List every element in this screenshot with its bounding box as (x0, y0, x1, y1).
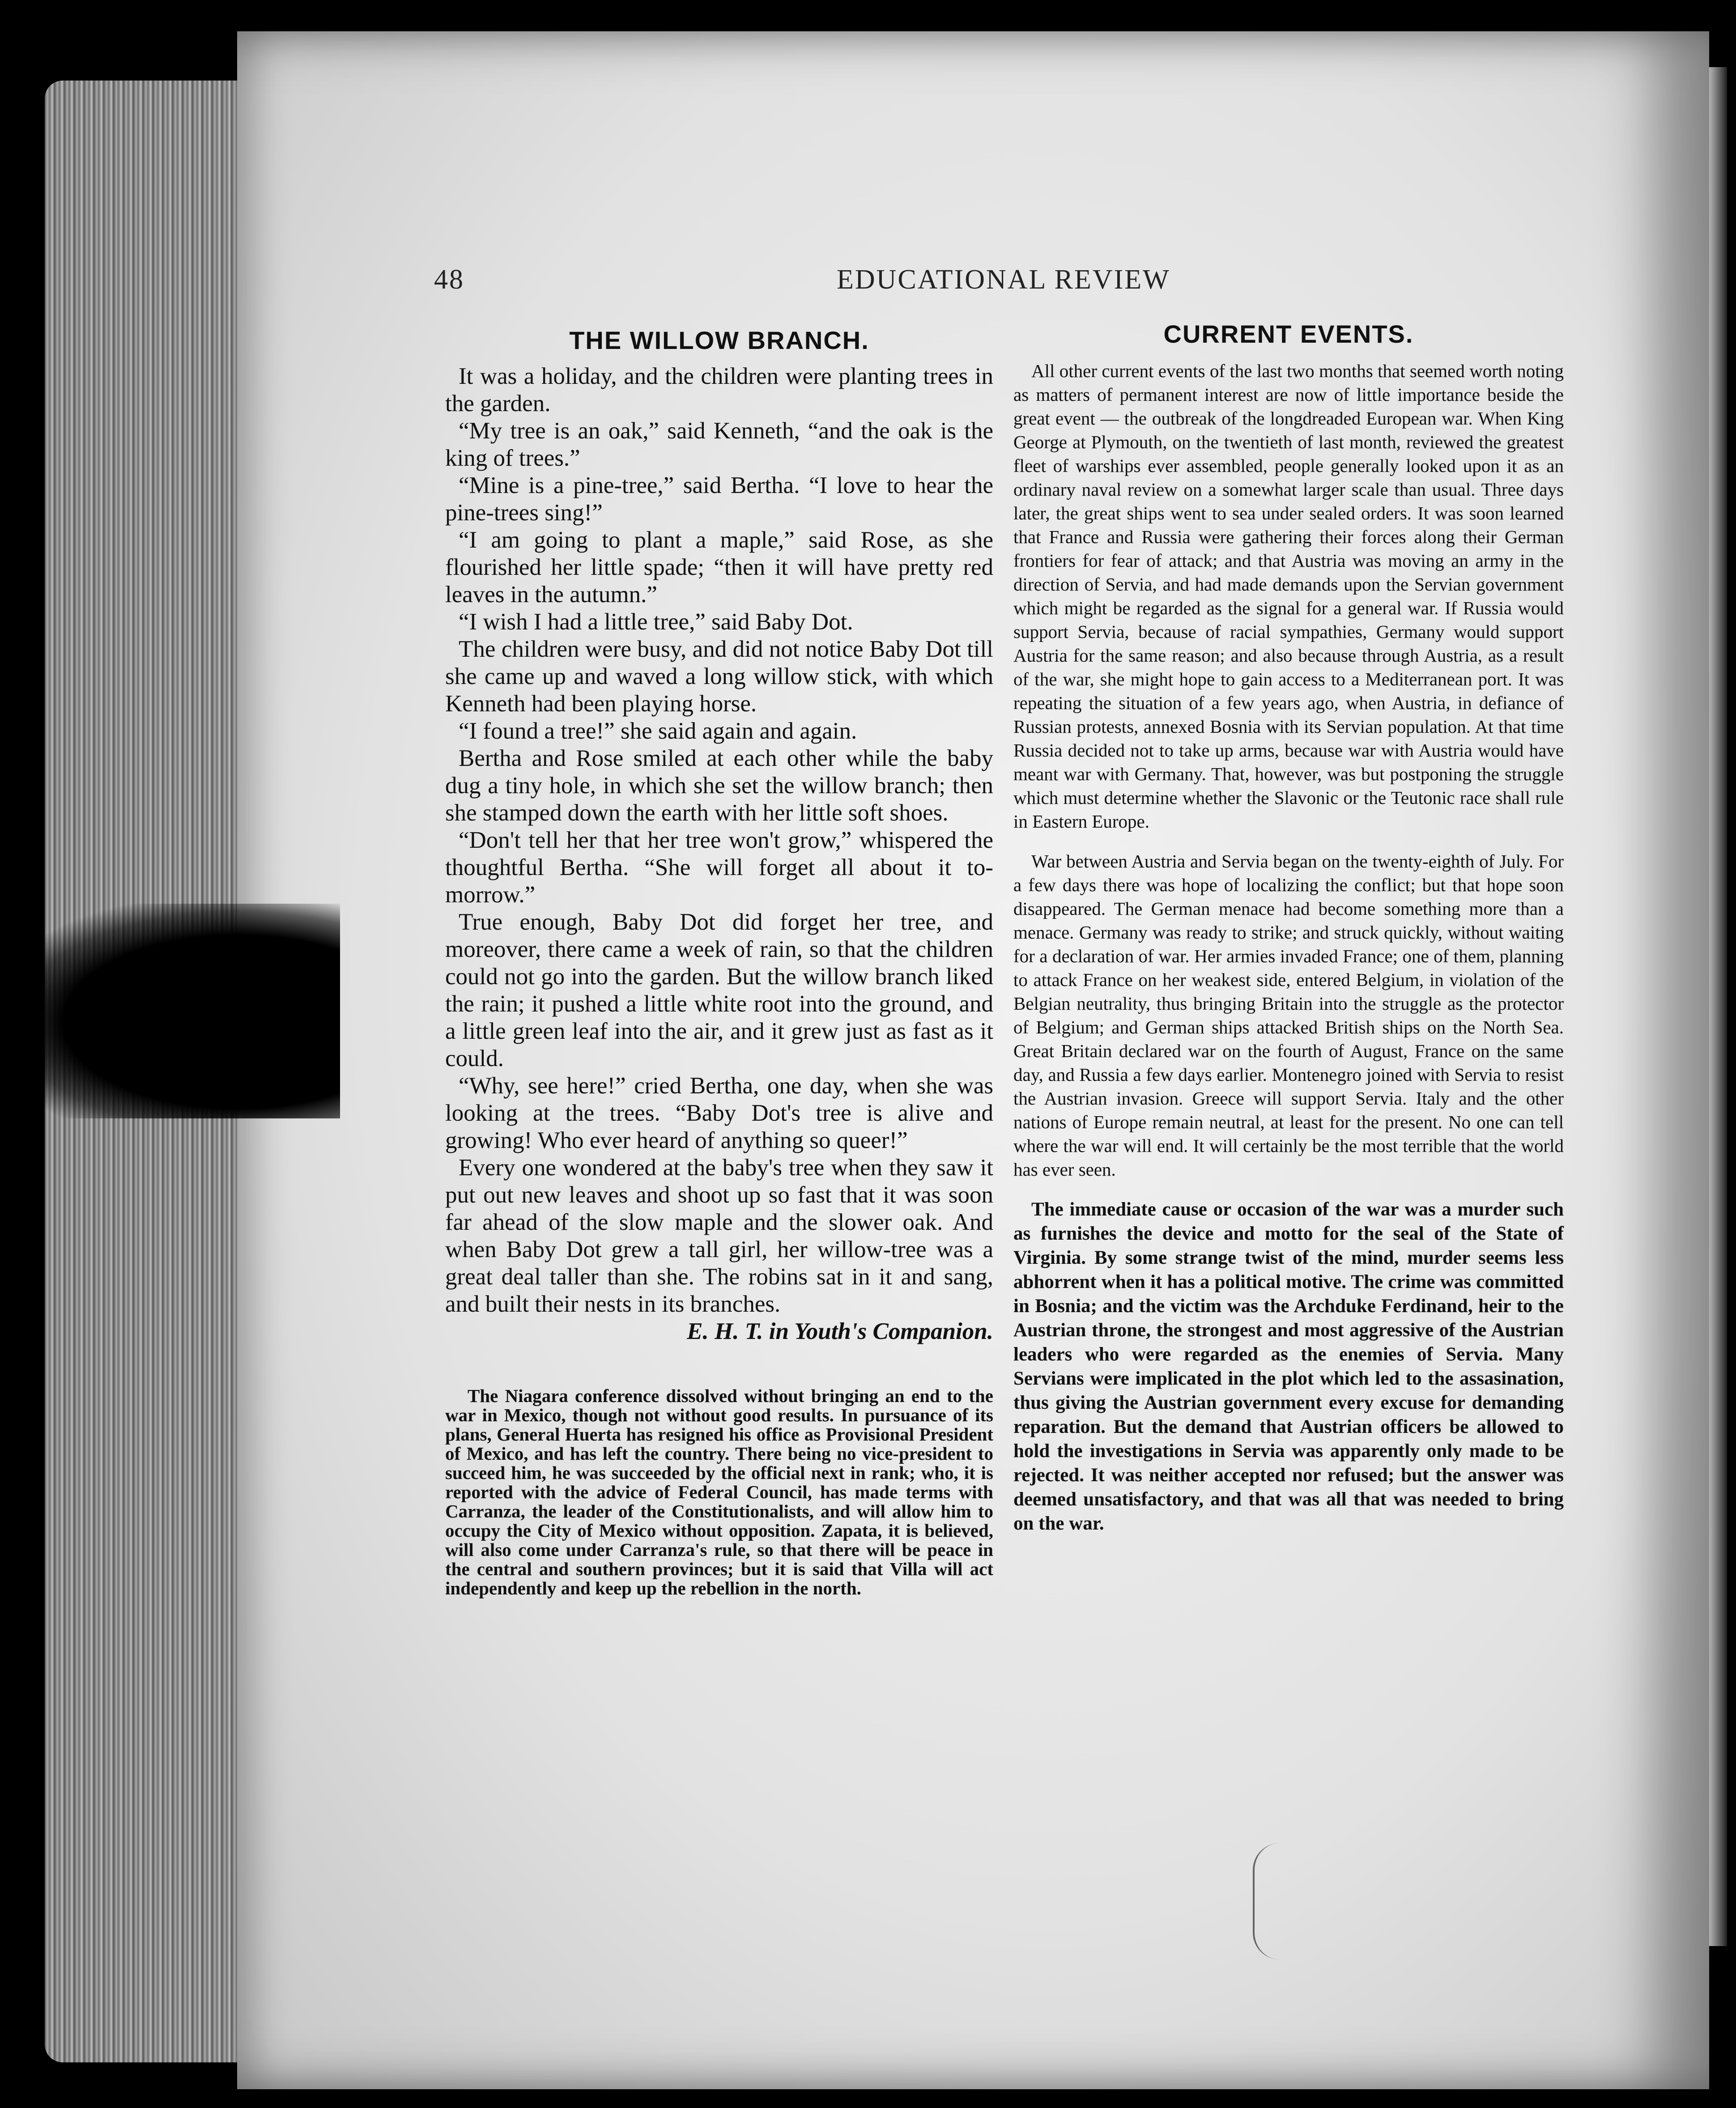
story-paragraph: Every one wondered at the baby's tree when they saw it put out new leaves and shoot up so fast that it was soon far ahead of the slow maple and the slower oak. And when Baby Dot grew a tall girl, her willow-tree was a great deal taller than she. The robins sat in it and sang, and built their nests in its branches. (445, 1155, 993, 1317)
story-paragraph: True enough, Baby Dot did forget her tree, and moreover, there came a week of rain, so that the children could not go into the garden. But the willow branch liked the rain; it pushed a little white root into the ground, and a little green leaf into the air, and it grew just as fast as it could. (445, 909, 993, 1071)
story-paragraph: “My tree is an oak,” said Kenneth, “and the oak is the king of trees.” (445, 418, 993, 471)
story-column (445, 327, 993, 1598)
story-byline: E. H. T. in Youth's Companion. (687, 1318, 993, 1344)
news-paragraph: All other current events of the last two months that seemed worth noting as matters of permanent interest are now of little importance beside the great event — the outbreak of the longdreaded European war. When King George at Plymouth, on the twentieth of last month, reviewed the greatest fleet of warships ever assembled, people generally looked upon it as an ordinary naval review on a somewhat larger scale than usual. Three days later, the great ships went to sea under sealed orders. It was soon learned that France and Russia were gathering their forces along their German frontiers for fear of attack; and that Austria was moving an army in the direction of Servia, and had made demands upon the Servian government which might be regarded as the signal for a general war. If Russia would support Servia, because of racial sympathies, Germany would support Austria for the same reason; and also because through Austria, as a result of the war, she might hope to gain access to a Mediterranean port. It was repeating the situation of a few years ago, when Austria, in defiance of Russian protests, annexed Bosnia with its Servian population. At that time Russia decided not to take up arms, because war with Austria would have meant war with Germany. That, however, was but postponing the struggle which must determine whether the Slavonic or the Teutonic race shall rule in Eastern Europe. (1013, 361, 1564, 832)
story-paragraph: “Why, see here!” cried Bertha, one day, when she was looking at the trees. “Baby Dot's tree is alive and growing! Who ever heard of anything so queer!” (445, 1073, 993, 1153)
story-paragraph: The children were busy, and did not notice Baby Dot till she came up and waved a long willow stick, with which Kenneth had been playing horse. (445, 636, 993, 717)
news-paragraph: The immediate cause or occasion of the war was a murder such as furnishes the device and motto for the seal of the State of Virginia. By some strange twist of the mind, murder seems less abhorrent when it has a political motive. The crime was committed in Bosnia; and the victim was the Archduke Ferdinand, heir to the Austrian throne, the strongest and most aggressive of the Austrian leaders who were regarded as the enemies of Servia. Many Servians were implicated in the plot which led to the assasination, thus giving the Austrian government every excuse for demanding reparation. But the demand that Austrian officers be allowed to hold the investigations in Servia was apparently only made to be rejected. It was neither accepted nor refused; but the answer was deemed unsatisfactory, and that was all that was needed to bring on the war. (1013, 1199, 1564, 1534)
page-number: 48 (434, 264, 464, 295)
story-paragraph: Bertha and Rose smiled at each other while the baby dug a tiny hole, in which she set the willow branch; then she stamped down the earth with her little soft shoes. (445, 745, 993, 826)
story-paragraph: It was a holiday, and the children were planting trees in the garden. (445, 363, 993, 416)
story-paragraph: “I found a tree!” she said again and again. (459, 718, 857, 744)
story-paragraph: “Mine is a pine-tree,” said Bertha. “I love to hear the pine-trees sing!” (445, 472, 993, 526)
story-paragraph: “I am going to plant a maple,” said Rose, as she flourished her little spade; “then it will have pretty red leaves in the autumn.” (445, 527, 993, 608)
story-title: THE WILLOW BRANCH. (569, 326, 869, 354)
news-paragraph: War between Austria and Servia began on the twenty-eighth of July. For a few days there was hope of localizing the conflict; but that hope soon disappeared. The German menace had become something more than a menace. Germany was ready to strike; and struck quickly, without waiting for a declaration of war. Her armies invaded France; one of them, planning to attack France on her weakest side, entered Belgium, in violation of the Belgian neutrality, thus bringing Britain into the struggle as the protector of Belgium; and German ships attacked British ships on the North Sea. Great Britain declared war on the fourth of August, France on the same day, and Russia a few days earlier. Montenegro joined with Servia to resist the Austrian invasion. Greece will support Servia. Italy and the other nations of Europe remain neutral, at least for the present. No one can tell where the war will end. It will certainly be the most terrible that the world has ever seen. (1013, 851, 1564, 1180)
mexico-news-note: The Niagara conference dissolved without bringing an end to the war in Mexico, though not without good results. In pursuance of its plans, General Huerta has resigned his office as Provisional President of Mexico, and has left the country. There being no vice-president to succeed him, he was succeeded by the official next in rank; who, it is reported with the advice of Federal Council, has made terms with Carranza, the leader of the Constitutionalists, and will allow him to occupy the City of Mexico without opposition. Zapata, it is believed, will also come under Carranza's rule, so that there will be peace in the central and southern provinces; but it is said that Villa will act independently and keep up the rebellion in the north. (445, 1386, 993, 1598)
page-header (434, 264, 1593, 300)
story-paragraph: “Don't tell her that her tree won't grow,” whispered the thoughtful Bertha. “She will forget all about it to-morrow.” (445, 827, 993, 908)
pencil-mark (1253, 1843, 1286, 1959)
journal-title: EDUCATIONAL REVIEW (837, 264, 1170, 295)
current-events-column (1013, 322, 1564, 1552)
book-page-edges (45, 81, 246, 2062)
story-paragraph: “I wish I had a little tree,” said Baby Dot. (459, 609, 853, 635)
current-events-title: CURRENT EVENTS. (1163, 320, 1414, 348)
